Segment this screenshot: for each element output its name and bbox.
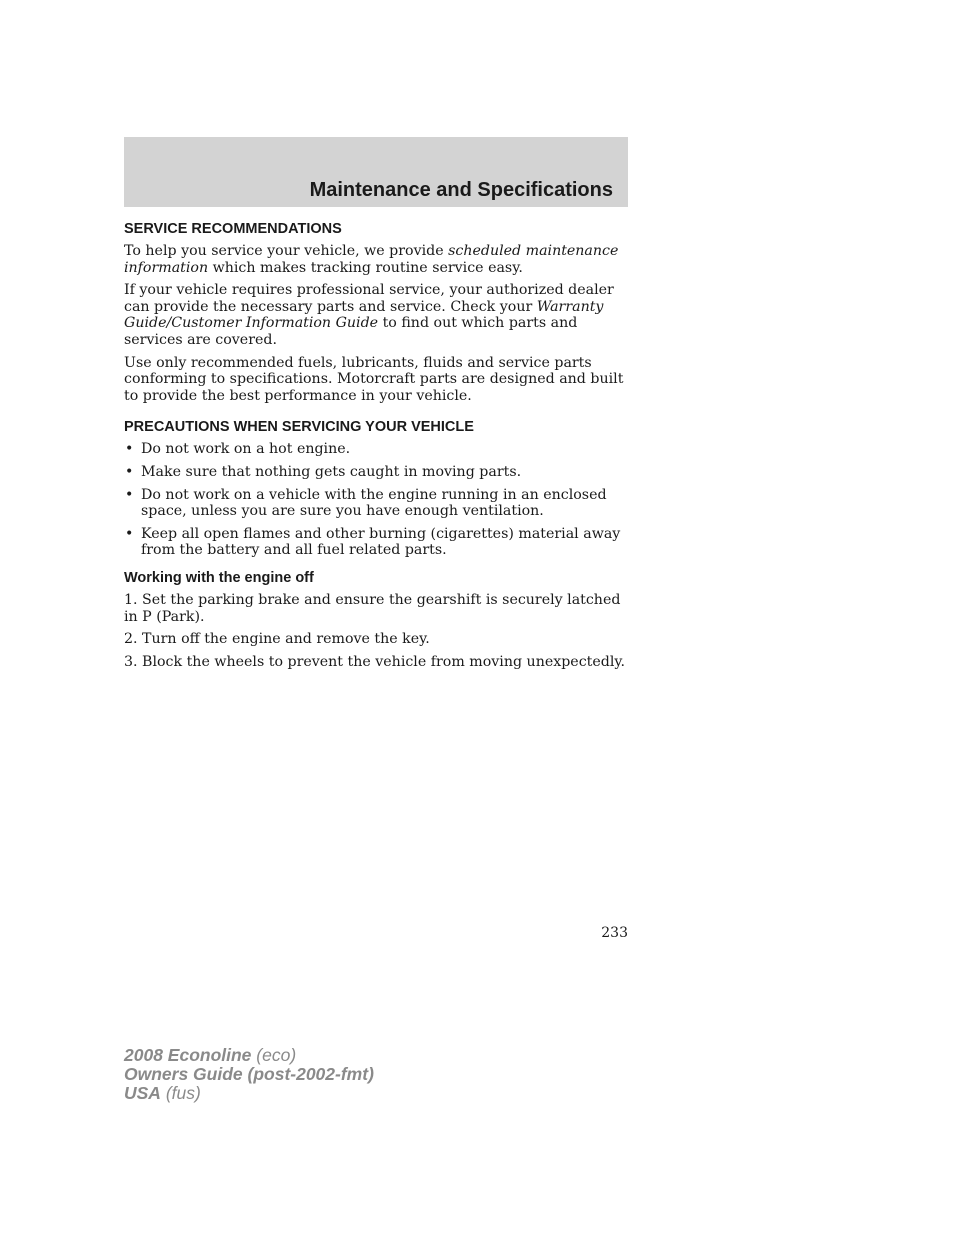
- list-item-text: Do not work on a vehicle with the engine running in an enclosed space, unless you are sure you have enough ventilation.: [141, 486, 607, 520]
- list-item-text: Make sure that nothing gets caught in moving parts.: [141, 463, 522, 480]
- page-content: [124, 220, 628, 676]
- service-paragraph-2: [124, 282, 628, 348]
- precautions-heading: PRECAUTIONS WHEN SERVICING YOUR VEHICLE: [124, 419, 474, 436]
- list-item-text: Do not work on a hot engine.: [141, 441, 351, 458]
- step-item: 3. Block the wheels to prevent the vehicle from moving unexpectedly.: [124, 653, 626, 670]
- footer-line-guide: [124, 1065, 374, 1084]
- service-p1-text: To help you service your vehicle, we provide: [124, 243, 449, 259]
- engine-off-heading: Working with the engine off: [124, 569, 314, 586]
- page-number: 233: [601, 925, 628, 941]
- footer-market-name: USA: [124, 1083, 161, 1103]
- list-item: [124, 487, 628, 520]
- step-item: 1. Set the parking brake and ensure the gearshift is securely latched in P (Park).: [124, 591, 621, 625]
- service-recommendations-heading: SERVICE RECOMMENDATIONS: [124, 221, 342, 237]
- section-header-band: [124, 137, 628, 207]
- service-p2-text: If your vehicle requires professional service, your authorized dealer can provide the necessary parts and service. Check your: [124, 282, 614, 315]
- service-paragraph-1: [124, 243, 628, 276]
- service-p1-emphasis: scheduled maintenance information: [124, 243, 619, 276]
- service-paragraph-3: Use only recommended fuels, lubricants, fluids and service parts conforming to specifications. Motorcraft parts are designed and built to provide the best performance in your vehicle.: [124, 354, 624, 404]
- section-title: Maintenance and Specifications: [309, 179, 613, 201]
- precautions-list: [124, 441, 628, 559]
- footer-model-code: (eco): [251, 1045, 297, 1065]
- footer-market-code: (fus): [160, 1083, 201, 1103]
- step-item: 2. Turn off the engine and remove the key.: [124, 631, 430, 648]
- bullet-icon: •: [125, 486, 134, 503]
- list-item: [124, 441, 628, 458]
- footer-line-market: [124, 1084, 374, 1103]
- engine-off-steps: [124, 592, 628, 670]
- footer-model-name: 2008 Econoline: [124, 1045, 252, 1065]
- list-item: [124, 464, 628, 481]
- document-footer: [124, 1046, 374, 1103]
- bullet-icon: •: [125, 525, 134, 542]
- list-item-text: Keep all open flames and other burning (cigarettes) material away from the battery and all fuel related parts.: [141, 525, 621, 559]
- service-p1-text-end: which makes tracking routine service easy.: [208, 259, 523, 276]
- footer-guide-name: Owners Guide (post-2002-fmt): [124, 1064, 374, 1084]
- bullet-icon: •: [125, 463, 134, 480]
- footer-line-model: [124, 1046, 374, 1065]
- service-p2-emphasis: Warranty Guide/Customer Information Guide: [124, 298, 604, 332]
- bullet-icon: •: [125, 441, 134, 458]
- list-item: [124, 526, 628, 559]
- service-p2-text-end: to find out which parts and services are covered.: [124, 315, 578, 348]
